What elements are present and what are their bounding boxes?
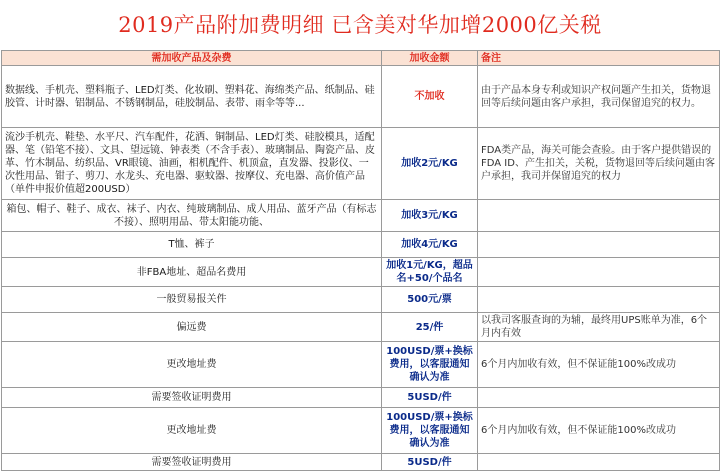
row-note <box>478 454 720 471</box>
row-amount: 25/件 <box>382 313 478 342</box>
row-note <box>478 258 720 287</box>
row-product: 流沙手机壳、鞋垫、水平尺、汽车配件，花洒、铜制品、LED灯类、硅胶模具，适配器、笔（铅笔不接）、文具、望远镜、钟表类（不含手表）、玻璃制品、陶瓷产品、皮革、竹木制品、纺织品、VR眼镜、油画，相机配件、机顶盒，直发器、投影仪、一次性用品、钳子、剪刀、水龙头、充电器、驱蚊器、按摩仪、充电器、高价值产品（单件申报价值超200USD） <box>2 128 382 200</box>
row-product: T恤、裤子 <box>2 232 382 258</box>
row-product: 数据线、手机壳、塑料瓶子、LED灯类、化妆刷、塑料花、海绵类产品、纸制品、硅胶管、计时器、铝制品、不锈钢制品，硅胶制品、表带、雨伞等等... <box>2 66 382 128</box>
row-product: 更改地址费 <box>2 408 382 454</box>
table-row <box>2 287 720 313</box>
row-note: 6个月内加收有效，但不保证能100%改成功 <box>478 408 720 454</box>
row-product: 非FBA地址、超品名费用 <box>2 258 382 287</box>
table-row <box>2 128 720 200</box>
table-row <box>2 200 720 232</box>
header-note: 备注 <box>478 51 720 66</box>
row-note <box>478 232 720 258</box>
row-note <box>478 200 720 232</box>
row-product: 需要签收证明费用 <box>2 454 382 471</box>
table-header-row <box>2 51 720 66</box>
row-product: 更改地址费 <box>2 342 382 388</box>
row-note <box>478 388 720 408</box>
row-note: 以我司客服查询的为辅，最终用UPS账单为准，6个月内有效 <box>478 313 720 342</box>
row-product: 一般贸易报关件 <box>2 287 382 313</box>
fee-table <box>1 50 720 471</box>
row-product: 需要签收证明费用 <box>2 388 382 408</box>
table-row <box>2 342 720 388</box>
table-row <box>2 454 720 471</box>
row-amount: 不加收 <box>382 66 478 128</box>
row-product: 箱包、帽子、鞋子、成衣、袜子、内衣、纯玻璃制品、成人用品、蓝牙产品（有标志不接）、照明用品、带太阳能功能、 <box>2 200 382 232</box>
row-amount: 加收1元/KG，超品名+50/个品名 <box>382 258 478 287</box>
table-row <box>2 408 720 454</box>
row-amount: 加收4元/KG <box>382 232 478 258</box>
row-amount: 加收3元/KG <box>382 200 478 232</box>
sheet-title: 2019产品附加费明细 已含美对华加增2000亿关税 <box>0 0 720 50</box>
row-amount: 加收2元/KG <box>382 128 478 200</box>
header-product: 需加收产品及杂费 <box>2 51 382 66</box>
table-row <box>2 258 720 287</box>
row-amount: 100USD/票+换标费用，以客服通知确认为准 <box>382 408 478 454</box>
row-amount: 5USD/件 <box>382 388 478 408</box>
row-note: 由于产品本身专利或知识产权问题产生扣关，货物退回等后续问题由客户承担，我司保留追究的权力。 <box>478 66 720 128</box>
row-note: FDA类产品，海关可能会查验。由于客户提供错误的FDA ID、产生扣关，关税，货物退回等后续问题由客户承担，我司并保留追究的权力 <box>478 128 720 200</box>
table-row <box>2 232 720 258</box>
header-amount: 加收金额 <box>382 51 478 66</box>
row-amount: 5USD/件 <box>382 454 478 471</box>
row-note: 6个月内加收有效，但不保证能100%改成功 <box>478 342 720 388</box>
table-row <box>2 388 720 408</box>
table-row <box>2 66 720 128</box>
row-note <box>478 287 720 313</box>
row-product: 偏远费 <box>2 313 382 342</box>
row-amount: 500元/票 <box>382 287 478 313</box>
table-row <box>2 313 720 342</box>
row-amount: 100USD/票+换标费用，以客服通知确认为准 <box>382 342 478 388</box>
